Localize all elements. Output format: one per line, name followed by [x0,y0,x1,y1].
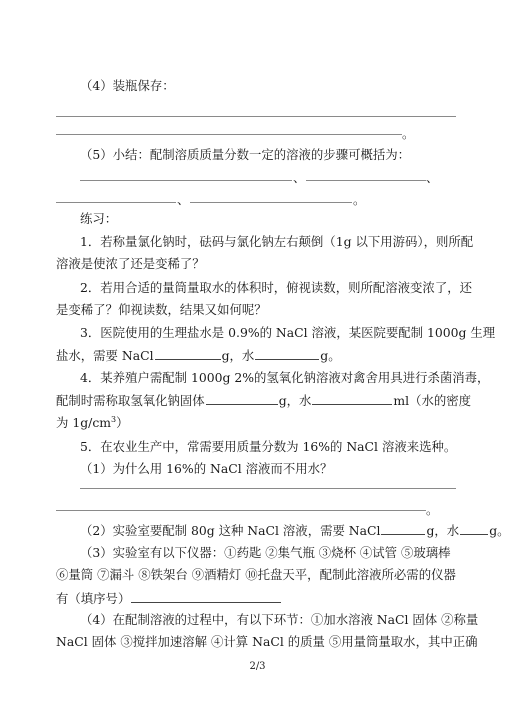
question-3: 3．医院使用的生理盐水是 0.9%的 NaCl 溶液，某医院要配制 1000g 生理 [80,325,496,340]
answer-blank [155,347,221,360]
answer-blank [255,347,319,360]
question-5-2-text-c: g。 [489,523,510,538]
separator: 、 [293,170,306,185]
end-mark: 。 [353,192,366,207]
page-number: 2/3 [249,661,266,672]
answer-blank [190,202,352,203]
question-5-1: （1）为什么用 16%的 NaCl 溶液而不用水？ [80,461,333,476]
question-5-3-answer [56,590,282,607]
answer-line [80,488,456,489]
question-5-2-text-b: g，水 [426,523,460,538]
answer-line [56,134,402,135]
density-close: ） [116,415,129,430]
answer-line [56,510,426,511]
question-5-2 [80,522,510,539]
question-3-text-c: g。 [320,348,341,363]
question-1: 1．若称量氯化钠时，砝码与氯化钠左右颠倒（1g 以下用游码），则所配 [80,234,474,249]
question-3-text-a: 盐水，需要 NaCl [56,348,154,363]
answer-blank [206,392,278,405]
end-mark: 。 [402,126,415,141]
question-5-4: （4）在配制溶液的过程中，有以下环节：①加水溶液 NaCl 固体 ②称量 [80,612,479,627]
end-mark: 。 [426,502,439,517]
question-4: 4．某养殖户需配制 1000g 2%的氢氧化钠溶液对禽舍用具进行杀菌消毒， [80,370,490,385]
question-5-3-cont: ⑥量筒 ⑦漏斗 ⑧铁架台 ⑨酒精灯 ⑩托盘天平，配制此溶液所必需的仪器 [56,567,456,582]
question-3-text-b: g，水 [221,348,255,363]
question-2: 2．若用合适的量筒量取水的体积时，俯视读数，则所配溶液变浓了，还 [80,280,472,295]
question-5: 5．在农业生产中，常需要用质量分数为 16%的 NaCl 溶液来选种。 [80,439,457,454]
question-4-cont [56,392,471,409]
question-4-text-a: 配制时需称取氢氧化钠固体 [56,393,205,408]
density-exponent: 3 [111,414,117,424]
question-5-4-cont: NaCl 固体 ③搅拌加速溶解 ④计算 NaCl 的质量 ⑤用量筒量取水，其中正确 [56,634,478,649]
answer-blank [80,180,292,181]
section4-heading: （4）装瓶保存： [80,78,175,93]
section5-summary: （5）小结：配制溶质质量分数一定的溶液的步骤可概括为： [80,147,411,162]
question-5-2-text-a: （2）实验室要配制 80g 这种 NaCl 溶液，需要 NaCl [80,523,381,538]
density-text: 为 1g/cm [56,415,112,430]
answer-blank [460,522,488,535]
question-4-text-b: g，水 [278,393,312,408]
question-2-cont: 是变稀了？仰视读数，结果又如何呢？ [56,302,267,317]
question-4-text-c: ml（水的密度 [393,393,472,408]
question-4-density [56,415,129,431]
practice-title: 练习： [80,211,118,226]
answer-blank [381,522,425,535]
answer-blank [131,590,281,603]
separator: 、 [177,192,190,207]
question-3-cont [56,347,341,364]
answer-blank [56,202,176,203]
answer-blank [312,392,392,405]
question-1-cont: 溶液是使浓了还是变稀了？ [56,256,205,271]
answer-line [56,116,456,117]
answer-blank [306,180,426,181]
question-5-3: （3）实验室有以下仪器：①药匙 ②集气瓶 ③烧杯 ④试管 ⑤玻璃棒 [80,545,451,560]
separator: 、 [426,170,439,185]
question-5-3-text: 有（填序号） [56,591,131,606]
